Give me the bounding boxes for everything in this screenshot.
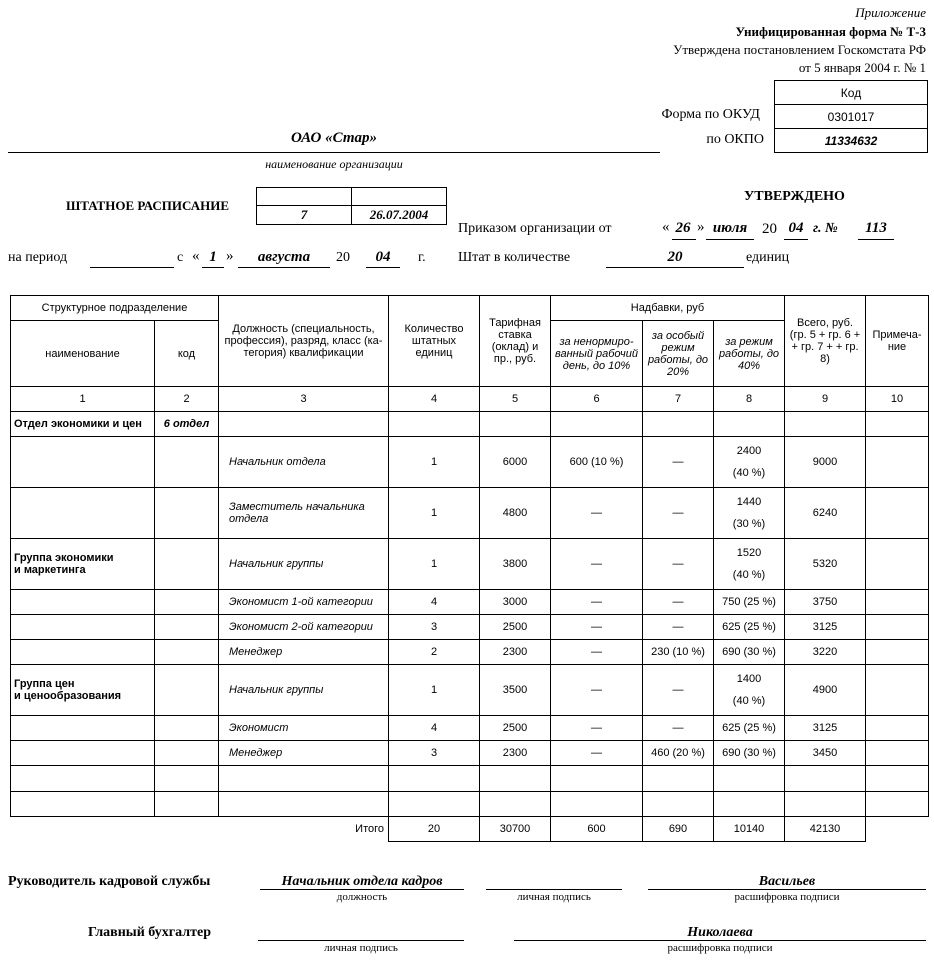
position-cell: Начальник отдела (219, 437, 389, 488)
acc-name-line (514, 940, 926, 941)
allowance3-cell (714, 437, 785, 488)
column-number: 10 (866, 387, 929, 412)
total-cell: 3220 (785, 640, 866, 665)
position-cell: Начальник группы (219, 539, 389, 590)
header-allowance-2: за особый режим работы, до 20% (643, 321, 714, 387)
rate-cell: 2500 (480, 716, 551, 741)
column-number: 2 (155, 387, 219, 412)
allowance1-cell: — (551, 716, 643, 741)
group-name (11, 539, 155, 590)
allowance3-cell (714, 665, 785, 716)
approved-line-2: от 5 января 2004 г. № 1 (798, 60, 926, 75)
allowance3-percent: (40 %) (732, 467, 766, 479)
appendix-label: Приложение (855, 5, 926, 20)
header-code: код (155, 321, 219, 387)
total-cell: 3125 (785, 615, 866, 640)
allowance2-cell: — (643, 615, 714, 640)
caption-signature-2: личная подпись (324, 942, 398, 954)
count-cell: 3 (389, 615, 480, 640)
rate-cell: 2300 (480, 640, 551, 665)
organization-caption: наименование организации (265, 157, 403, 171)
count-cell: 1 (389, 488, 480, 539)
group-name-line: и маркетинга (14, 564, 86, 576)
approved-year-suffix: г. № (813, 221, 838, 236)
column-numbers-row (11, 387, 929, 412)
empty-row (11, 766, 929, 792)
approved-day: 26 (675, 220, 691, 236)
document-date: 26.07.2004 (352, 206, 447, 225)
caption-decoding: расшифровка подписи (734, 891, 840, 903)
header-allowance-3: за режим работы, до 40% (714, 321, 785, 387)
period-quote-open: « (192, 248, 200, 264)
table-row (11, 665, 929, 716)
total-cell: 9000 (785, 437, 866, 488)
column-number: 6 (551, 387, 643, 412)
chief-accountant-label: Главный бухгалтер (88, 925, 211, 940)
okpo-label: по ОКПО (706, 132, 764, 147)
position-cell: Начальник группы (219, 665, 389, 716)
allowance3-amount: 1400 (736, 673, 762, 685)
table-row (11, 716, 929, 741)
allowance3-percent: (30 %) (732, 518, 766, 530)
approved-month: июля (712, 220, 748, 236)
approved-line-1: Утверждена постановлением Госкомстата РФ (673, 42, 926, 57)
totals-sum: 42130 (785, 817, 866, 842)
totals-row (11, 817, 929, 842)
total-cell: 3450 (785, 741, 866, 766)
column-number: 4 (389, 387, 480, 412)
total-cell: 6240 (785, 488, 866, 539)
header-allowance-1: за ненормиро-ванный рабочий день, до 10% (551, 321, 643, 387)
count-cell: 4 (389, 590, 480, 615)
codes-table (774, 80, 928, 153)
staff-text: Штат в количестве (458, 250, 571, 265)
allowance3-percent: (40 %) (732, 569, 766, 581)
group-name-line: Группа цен (14, 678, 75, 690)
total-cell: 3125 (785, 716, 866, 741)
rate-cell: 4800 (480, 488, 551, 539)
rate-cell: 3000 (480, 590, 551, 615)
column-number: 3 (219, 387, 389, 412)
table-row (11, 640, 929, 665)
document-title: ШТАТНОЕ РАСПИСАНИЕ (66, 198, 230, 213)
allowance3-cell (714, 488, 785, 539)
staff-schedule-table (10, 295, 929, 842)
header-rate: Тарифная ставка (оклад) и пр., руб. (480, 296, 551, 387)
allowance3-amount: 1520 (736, 547, 762, 559)
department-code: 6 отдел (155, 412, 219, 437)
period-blank-line (90, 267, 174, 268)
department-name: Отдел экономики и цен (11, 412, 155, 437)
rate-cell: 2300 (480, 741, 551, 766)
caption-position: должность (336, 891, 388, 903)
acc-name: Николаева (687, 925, 753, 940)
allowance1-cell: — (551, 488, 643, 539)
period-quote-close: » (226, 248, 234, 264)
hr-name-line (648, 889, 926, 890)
hr-signature-line (486, 889, 622, 890)
period-day-underline (202, 267, 224, 268)
table-row (11, 539, 929, 590)
header-total: Всего, руб. (гр. 5 + гр. 6 + + гр. 7 + + гр. 8) (785, 296, 866, 387)
group-name (11, 665, 155, 716)
allowance3-amount: 1440 (736, 496, 762, 508)
position-cell: Менеджер (219, 640, 389, 665)
header-note: Примеча-ние (866, 296, 929, 387)
total-cell: 4900 (785, 665, 866, 716)
kod-header: Код (775, 81, 928, 105)
empty-row (11, 792, 929, 817)
hr-position-line (260, 889, 464, 890)
count-cell: 1 (389, 539, 480, 590)
allowance2-cell: — (643, 437, 714, 488)
allowance1-cell: — (551, 665, 643, 716)
department-row (11, 412, 929, 437)
allowance2-cell: — (643, 488, 714, 539)
approved-month-underline (706, 239, 754, 240)
totals-allowance3: 10140 (714, 817, 785, 842)
approved-order-text: Приказом организации от (458, 221, 612, 236)
allowance1-cell: 600 (10 %) (551, 437, 643, 488)
group-name-line: и ценообразования (14, 690, 122, 702)
count-cell: 1 (389, 665, 480, 716)
period-year-suffix: г. (418, 250, 426, 265)
approved-quote-close: » (697, 219, 705, 235)
period-month: августа (257, 249, 311, 265)
column-number: 8 (714, 387, 785, 412)
okud-code: 0301017 (775, 105, 928, 129)
totals-rate: 30700 (480, 817, 551, 842)
allowance3-cell: 750 (25 %) (714, 590, 785, 615)
column-number: 7 (643, 387, 714, 412)
staff-count-underline (606, 267, 744, 268)
position-cell: Экономист 1-ой категории (219, 590, 389, 615)
allowance2-cell: 460 (20 %) (643, 741, 714, 766)
table-row (11, 437, 929, 488)
allowance2-cell: 230 (10 %) (643, 640, 714, 665)
okpo-code: 11334632 (775, 129, 928, 153)
allowance1-cell: — (551, 640, 643, 665)
header-name: наименование (11, 321, 155, 387)
count-cell: 4 (389, 716, 480, 741)
period-year: 04 (375, 249, 391, 265)
staff-count: 20 (667, 249, 683, 265)
table-row (11, 741, 929, 766)
caption-decoding-2: расшифровка подписи (667, 942, 773, 954)
approved-title: УТВЕРЖДЕНО (744, 189, 845, 204)
approved-number: 113 (865, 220, 887, 236)
header-structural-unit: Структурное подразделение (11, 296, 219, 321)
acc-signature-line (258, 940, 464, 941)
period-label: на период (8, 250, 68, 265)
table-row (11, 615, 929, 640)
position-cell: Заместитель начальника отдела (219, 488, 389, 539)
table-row (11, 488, 929, 539)
approved-year-underline (784, 239, 808, 240)
allowance3-cell: 625 (25 %) (714, 615, 785, 640)
allowance1-cell: — (551, 539, 643, 590)
period-year-prefix: 20 (336, 250, 350, 265)
totals-count: 20 (389, 817, 480, 842)
allowance2-cell: — (643, 716, 714, 741)
allowance3-cell (714, 539, 785, 590)
organization-underline (8, 152, 660, 153)
allowance2-cell: — (643, 665, 714, 716)
rate-cell: 3800 (480, 539, 551, 590)
allowance2-cell: — (643, 539, 714, 590)
rate-cell: 3500 (480, 665, 551, 716)
total-cell: 5320 (785, 539, 866, 590)
header-count: Количество штатных единиц (389, 296, 480, 387)
header-position: Должность (специальность, профессия), разряд, класс (ка-тегория) квалификации (219, 296, 389, 387)
okud-label: Форма по ОКУД (661, 107, 760, 122)
allowance3-percent: (40 %) (732, 695, 766, 707)
table-row (11, 590, 929, 615)
column-number: 1 (11, 387, 155, 412)
staff-units: единиц (746, 250, 790, 265)
allowance1-cell: — (551, 590, 643, 615)
position-cell: Менеджер (219, 741, 389, 766)
period-from: с (177, 250, 184, 265)
hr-head-label: Руководитель кадровой службы (8, 874, 211, 889)
column-number: 5 (480, 387, 551, 412)
allowance3-amount: 2400 (736, 445, 762, 457)
column-number: 9 (785, 387, 866, 412)
form-name: Унифицированная форма № Т-3 (735, 24, 926, 39)
hr-name: Васильев (758, 874, 816, 889)
totals-label: Итого (355, 823, 384, 836)
count-cell: 1 (389, 437, 480, 488)
rate-cell: 2500 (480, 615, 551, 640)
totals-allowance2: 690 (643, 817, 714, 842)
totals-allowance1: 600 (551, 817, 643, 842)
position-cell: Экономист 2-ой категории (219, 615, 389, 640)
period-year-underline (366, 267, 400, 268)
approved-year: 04 (788, 220, 804, 236)
approved-day-underline (672, 239, 696, 240)
hr-position: Начальник отдела кадров (281, 874, 443, 889)
rate-cell: 6000 (480, 437, 551, 488)
group-name-line: Группа экономики (14, 552, 114, 564)
period-day: 1 (209, 249, 217, 265)
caption-signature: личная подпись (517, 891, 591, 903)
count-cell: 3 (389, 741, 480, 766)
allowance1-cell: — (551, 615, 643, 640)
allowance3-cell: 625 (25 %) (714, 716, 785, 741)
position-cell: Экономист (219, 716, 389, 741)
organization-name: ОАО «Стар» (290, 130, 377, 146)
allowance2-cell: — (643, 590, 714, 615)
count-cell: 2 (389, 640, 480, 665)
header-allowances: Надбавки, руб (551, 296, 785, 321)
document-number-date (256, 187, 447, 225)
approved-number-underline (858, 239, 894, 240)
allowance1-cell: — (551, 741, 643, 766)
allowance3-cell: 690 (30 %) (714, 640, 785, 665)
allowance3-cell: 690 (30 %) (714, 741, 785, 766)
approved-year-prefix: 20 (762, 221, 777, 237)
approved-quote-open: « (662, 219, 670, 235)
period-month-underline (238, 267, 330, 268)
document-number: 7 (257, 206, 352, 225)
total-cell: 3750 (785, 590, 866, 615)
